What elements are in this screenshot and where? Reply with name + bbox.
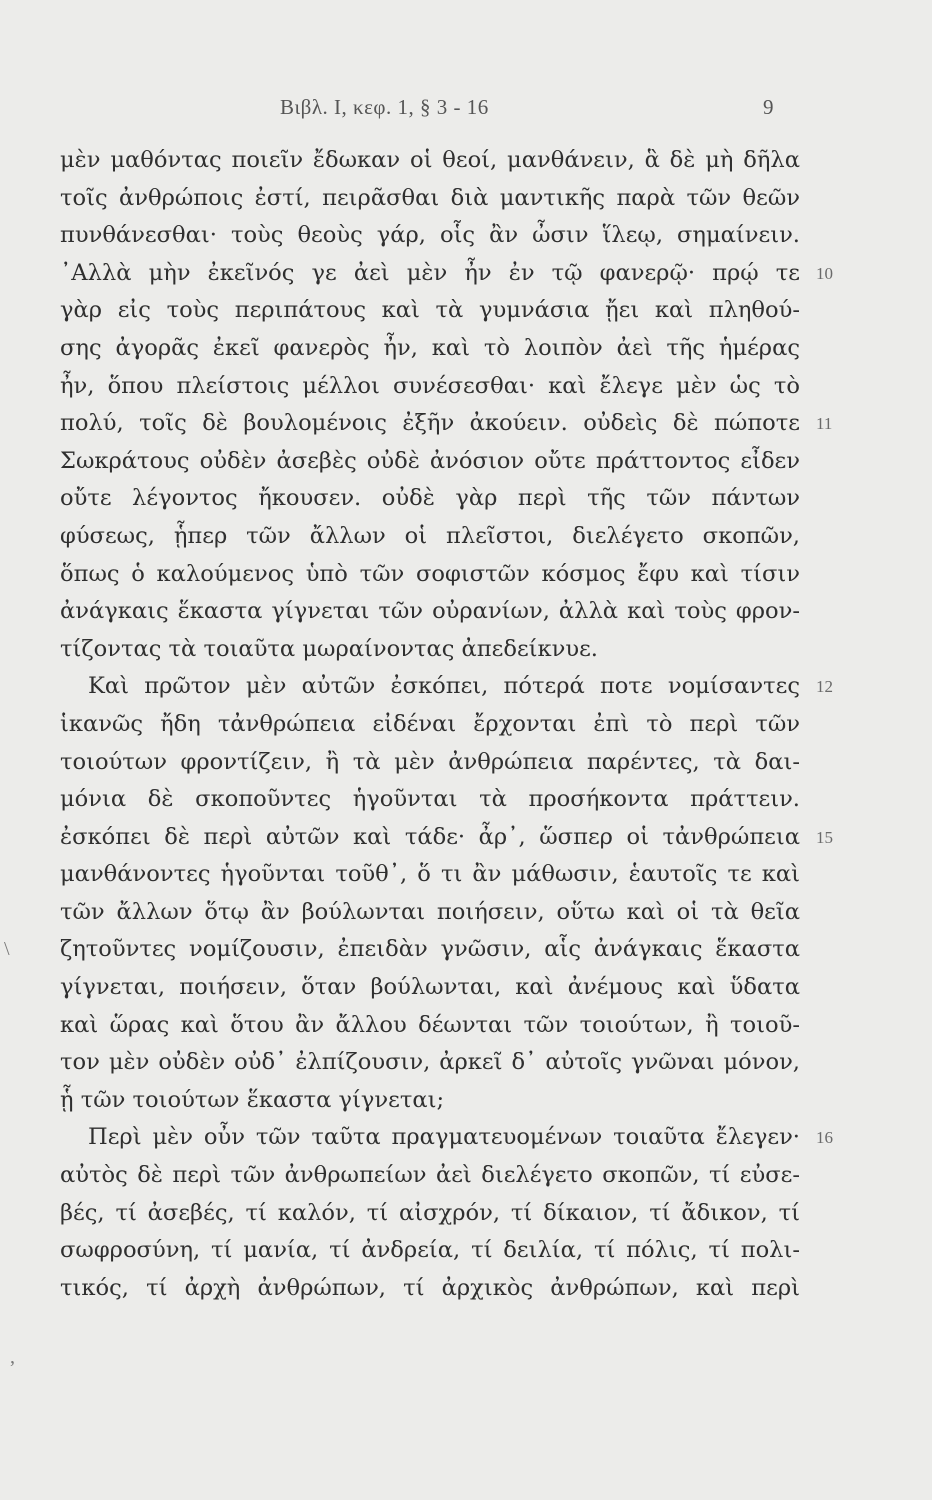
- line-text: ἱκανῶς ἤδη τἀνθρώπεια εἰδέναι ἔρχονται ἐπὶ τὸ περὶ τῶν: [60, 710, 800, 737]
- text-line: [60, 180, 800, 218]
- page-number: 9: [763, 95, 774, 119]
- line-text: μόνια δὲ σκοποῦντες ἡγοῦνται τὰ προσήκοντα πράττειν.: [60, 786, 800, 813]
- line-text: πολύ, τοῖς δὲ βουλομένοις ἐξῆν ἀκούειν. οὐδεὶς δὲ πώποτε: [60, 410, 800, 437]
- line-text: ἐσκόπει δὲ περὶ αὐτῶν καὶ τάδε· ἆρ᾽, ὥσπερ οἱ τἀνθρώπεια: [60, 823, 800, 850]
- text-line: [60, 819, 833, 857]
- section-number: 15: [816, 827, 833, 847]
- line-text: μὲν μαθόντας ποιεῖν ἔδωκαν οἱ θεοί, μανθάνειν, ἃ δὲ μὴ δῆλα: [60, 147, 800, 173]
- line-text: τίζοντας τὰ τοιαῦτα μωραίνοντας ἀπεδείκνυε.: [60, 635, 598, 662]
- line-text: καὶ ὥρας καὶ ὅτου ἂν ἄλλου δέωνται τῶν τοιούτων, ἢ τοιοῦ-: [60, 1011, 800, 1038]
- text-line: [60, 368, 800, 406]
- text-line: [60, 931, 800, 969]
- line-text: σωφροσύνη, τί μανία, τί ἀνδρεία, τί δειλία, τί πόλις, τί πολι-: [60, 1237, 800, 1264]
- line-text: Σωκράτους οὐδὲν ἀσεβὲς οὐδὲ ἀνόσιον οὔτε πράττοντος εἶδεν: [60, 447, 800, 474]
- text-line: [60, 518, 800, 556]
- bottom-margin-mark: ,: [10, 1346, 15, 1368]
- running-head: Βιβλ. Ι, κεφ. 1, § 3 - 16: [280, 95, 489, 119]
- line-text: τον μὲν οὐδὲν οὐδ᾽ ἐλπίζουσιν, ἀρκεῖ δ᾽ αὐτοῖς γνῶναι μόνον,: [60, 1049, 800, 1076]
- line-text: οὔτε λέγοντος ἤκουσεν. οὐδὲ γὰρ περὶ τῆς τῶν πάντων: [60, 485, 800, 512]
- section-number: 10: [816, 263, 833, 283]
- line-text: τικός, τί ἀρχὴ ἀνθρώπων, τί ἀρχικὸς ἀνθρώπων, καὶ περὶ: [60, 1274, 800, 1301]
- text-line: [60, 1082, 800, 1120]
- text-line: [60, 1119, 833, 1157]
- text-line: [60, 593, 800, 631]
- text-line: [60, 781, 800, 819]
- text-line: [60, 856, 800, 894]
- text-line: [60, 1195, 800, 1233]
- line-text: τοιούτων φροντίζειν, ἢ τὰ μὲν ἀνθρώπεια παρέντες, τὰ δαι-: [60, 748, 800, 775]
- text-line: [60, 556, 800, 594]
- text-line: [60, 744, 800, 782]
- greek-text-block: [60, 142, 833, 1307]
- section-number: 11: [816, 414, 833, 434]
- section-number: 12: [816, 677, 833, 697]
- line-text: τῶν ἄλλων ὅτῳ ἂν βούλωνται ποιήσειν, οὕτω καὶ οἱ τὰ θεῖα: [60, 898, 800, 925]
- line-text: ἀνάγκαις ἕκαστα γίγνεται τῶν οὐρανίων, ἀλλὰ καὶ τοὺς φρον-: [60, 598, 800, 625]
- line-text: γὰρ εἰς τοὺς περιπάτους καὶ τὰ γυμνάσια ᾔει καὶ πληθού-: [60, 297, 800, 324]
- line-text: ᾿Αλλὰ μὴν ἐκεῖνός γε ἀεὶ μὲν ἦν ἐν τῷ φανερῷ· πρῴ τε: [60, 259, 800, 286]
- line-text: γίγνεται, ποιήσειν, ὅταν βούλωνται, καὶ ἀνέμους καὶ ὕδατα: [60, 974, 800, 1001]
- text-line: [60, 1232, 800, 1270]
- left-margin-mark: \: [4, 938, 10, 960]
- page-header: [0, 95, 932, 135]
- text-line: [60, 480, 800, 518]
- line-text: ᾗ τῶν τοιούτων ἕκαστα γίγνεται;: [60, 1086, 445, 1113]
- text-line: [60, 217, 800, 255]
- text-line: [60, 1044, 800, 1082]
- line-text: βές, τί ἀσεβές, τί καλόν, τί αἰσχρόν, τί δίκαιον, τί ἄδικον, τί: [60, 1199, 800, 1226]
- line-text: σης ἀγορᾶς ἐκεῖ φανερὸς ἦν, καὶ τὸ λοιπὸν ἀεὶ τῆς ἡμέρας: [60, 334, 800, 361]
- section-number: 16: [816, 1128, 833, 1148]
- line-text: ὅπως ὁ καλούμενος ὑπὸ τῶν σοφιστῶν κόσμος ἔφυ καὶ τίσιν: [60, 560, 800, 587]
- text-line: [60, 1157, 800, 1195]
- line-text: φύσεως, ᾗπερ τῶν ἄλλων οἱ πλεῖστοι, διελέγετο σκοπῶν,: [60, 522, 800, 549]
- text-line: [60, 292, 800, 330]
- text-line: [60, 706, 800, 744]
- line-text: αὐτὸς δὲ περὶ τῶν ἀνθρωπείων ἀεὶ διελέγετο σκοπῶν, τί εὐσε-: [60, 1162, 800, 1189]
- line-text: ἦν, ὅπου πλείστοις μέλλοι συνέσεσθαι· καὶ ἔλεγε μὲν ὡς τὸ: [60, 372, 800, 399]
- text-line: [60, 969, 800, 1007]
- text-line: [60, 1007, 800, 1045]
- line-text: πυνθάνεσθαι· τοὺς θεοὺς γάρ, οἷς ἂν ὦσιν ἵλεῳ, σημαίνειν.: [60, 222, 800, 249]
- text-line: [60, 631, 800, 669]
- text-line: [60, 405, 833, 443]
- text-line: [60, 255, 833, 293]
- line-text: τοῖς ἀνθρώποις ἐστί, πειρᾶσθαι διὰ μαντικῆς παρὰ τῶν θεῶν: [60, 184, 800, 211]
- text-line: [60, 894, 800, 932]
- line-text: Καὶ πρῶτον μὲν αὐτῶν ἐσκόπει, πότερά ποτε νομίσαντες: [88, 673, 800, 700]
- text-line: [60, 330, 800, 368]
- line-text: μανθάνοντες ἡγοῦνται τοῦθ᾽, ὅ τι ἂν μάθωσιν, ἑαυτοῖς τε καὶ: [60, 861, 800, 888]
- line-text: Περὶ μὲν οὖν τῶν ταῦτα πραγματευομένων τοιαῦτα ἔλεγεν·: [88, 1124, 800, 1151]
- text-line: [60, 443, 800, 481]
- text-line: [60, 668, 833, 706]
- text-line: [60, 1270, 800, 1308]
- line-text: ζητοῦντες νομίζουσιν, ἐπειδὰν γνῶσιν, αἷς ἀνάγκαις ἕκαστα: [60, 936, 800, 963]
- text-line: [60, 142, 800, 180]
